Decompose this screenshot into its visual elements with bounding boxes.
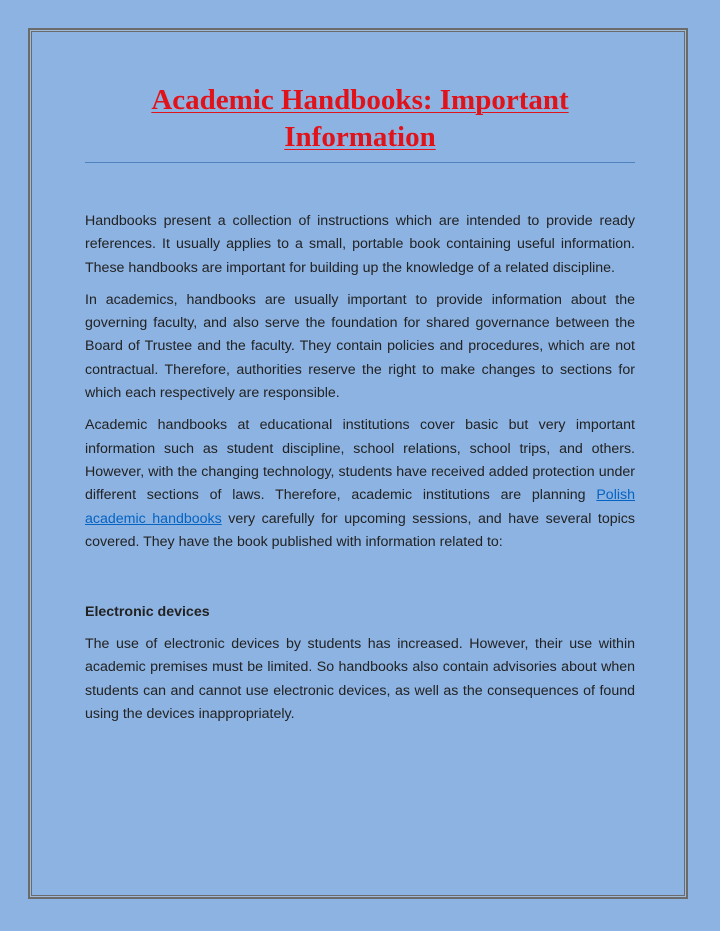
paragraph-institutions-text-before: Academic handbooks at educational institutions cover basic but very important information such as student discipline, school relations, school trips, and others. However, with the changing technology, students have received added protection under different sections of laws. Therefore, academic institutions are planning bbox=[85, 417, 635, 504]
paragraph-electronic-devices: The use of electronic devices by students has increased. However, their use within academic premises must be limited. So handbooks also contain advisories about when students can and cannot use electronic devices, as well as the consequences of found using the devices inappropriately. bbox=[85, 636, 635, 723]
paragraph-academics: In academics, handbooks are usually important to provide information about the governing faculty, and also serve the foundation for shared governance between the Board of Trustee and the faculty. They contain policies and procedures, which are not contractual. Therefore, authorities reserve the right to make changes to sections for which each respectively are responsible. bbox=[85, 291, 635, 402]
paragraph-intro: Handbooks present a collection of instructions which are intended to provide ready references. It usually applies to a small, portable book containing useful information. These handbooks are important for building up the knowledge of a related discipline. bbox=[85, 213, 635, 276]
section-heading-electronic-devices: Electronic devices bbox=[85, 604, 210, 621]
paragraph-institutions-text-after: very carefully for upcoming sessions, and have several topics covered. They have the book published with information related to: bbox=[85, 510, 635, 550]
page-title: Academic Handbooks: Important Information bbox=[151, 84, 569, 153]
paragraph-institutions bbox=[85, 414, 635, 554]
document-body bbox=[85, 82, 635, 726]
polish-handbooks-link[interactable]: Polish academic handbooks bbox=[85, 487, 635, 527]
title-divider bbox=[85, 162, 635, 163]
